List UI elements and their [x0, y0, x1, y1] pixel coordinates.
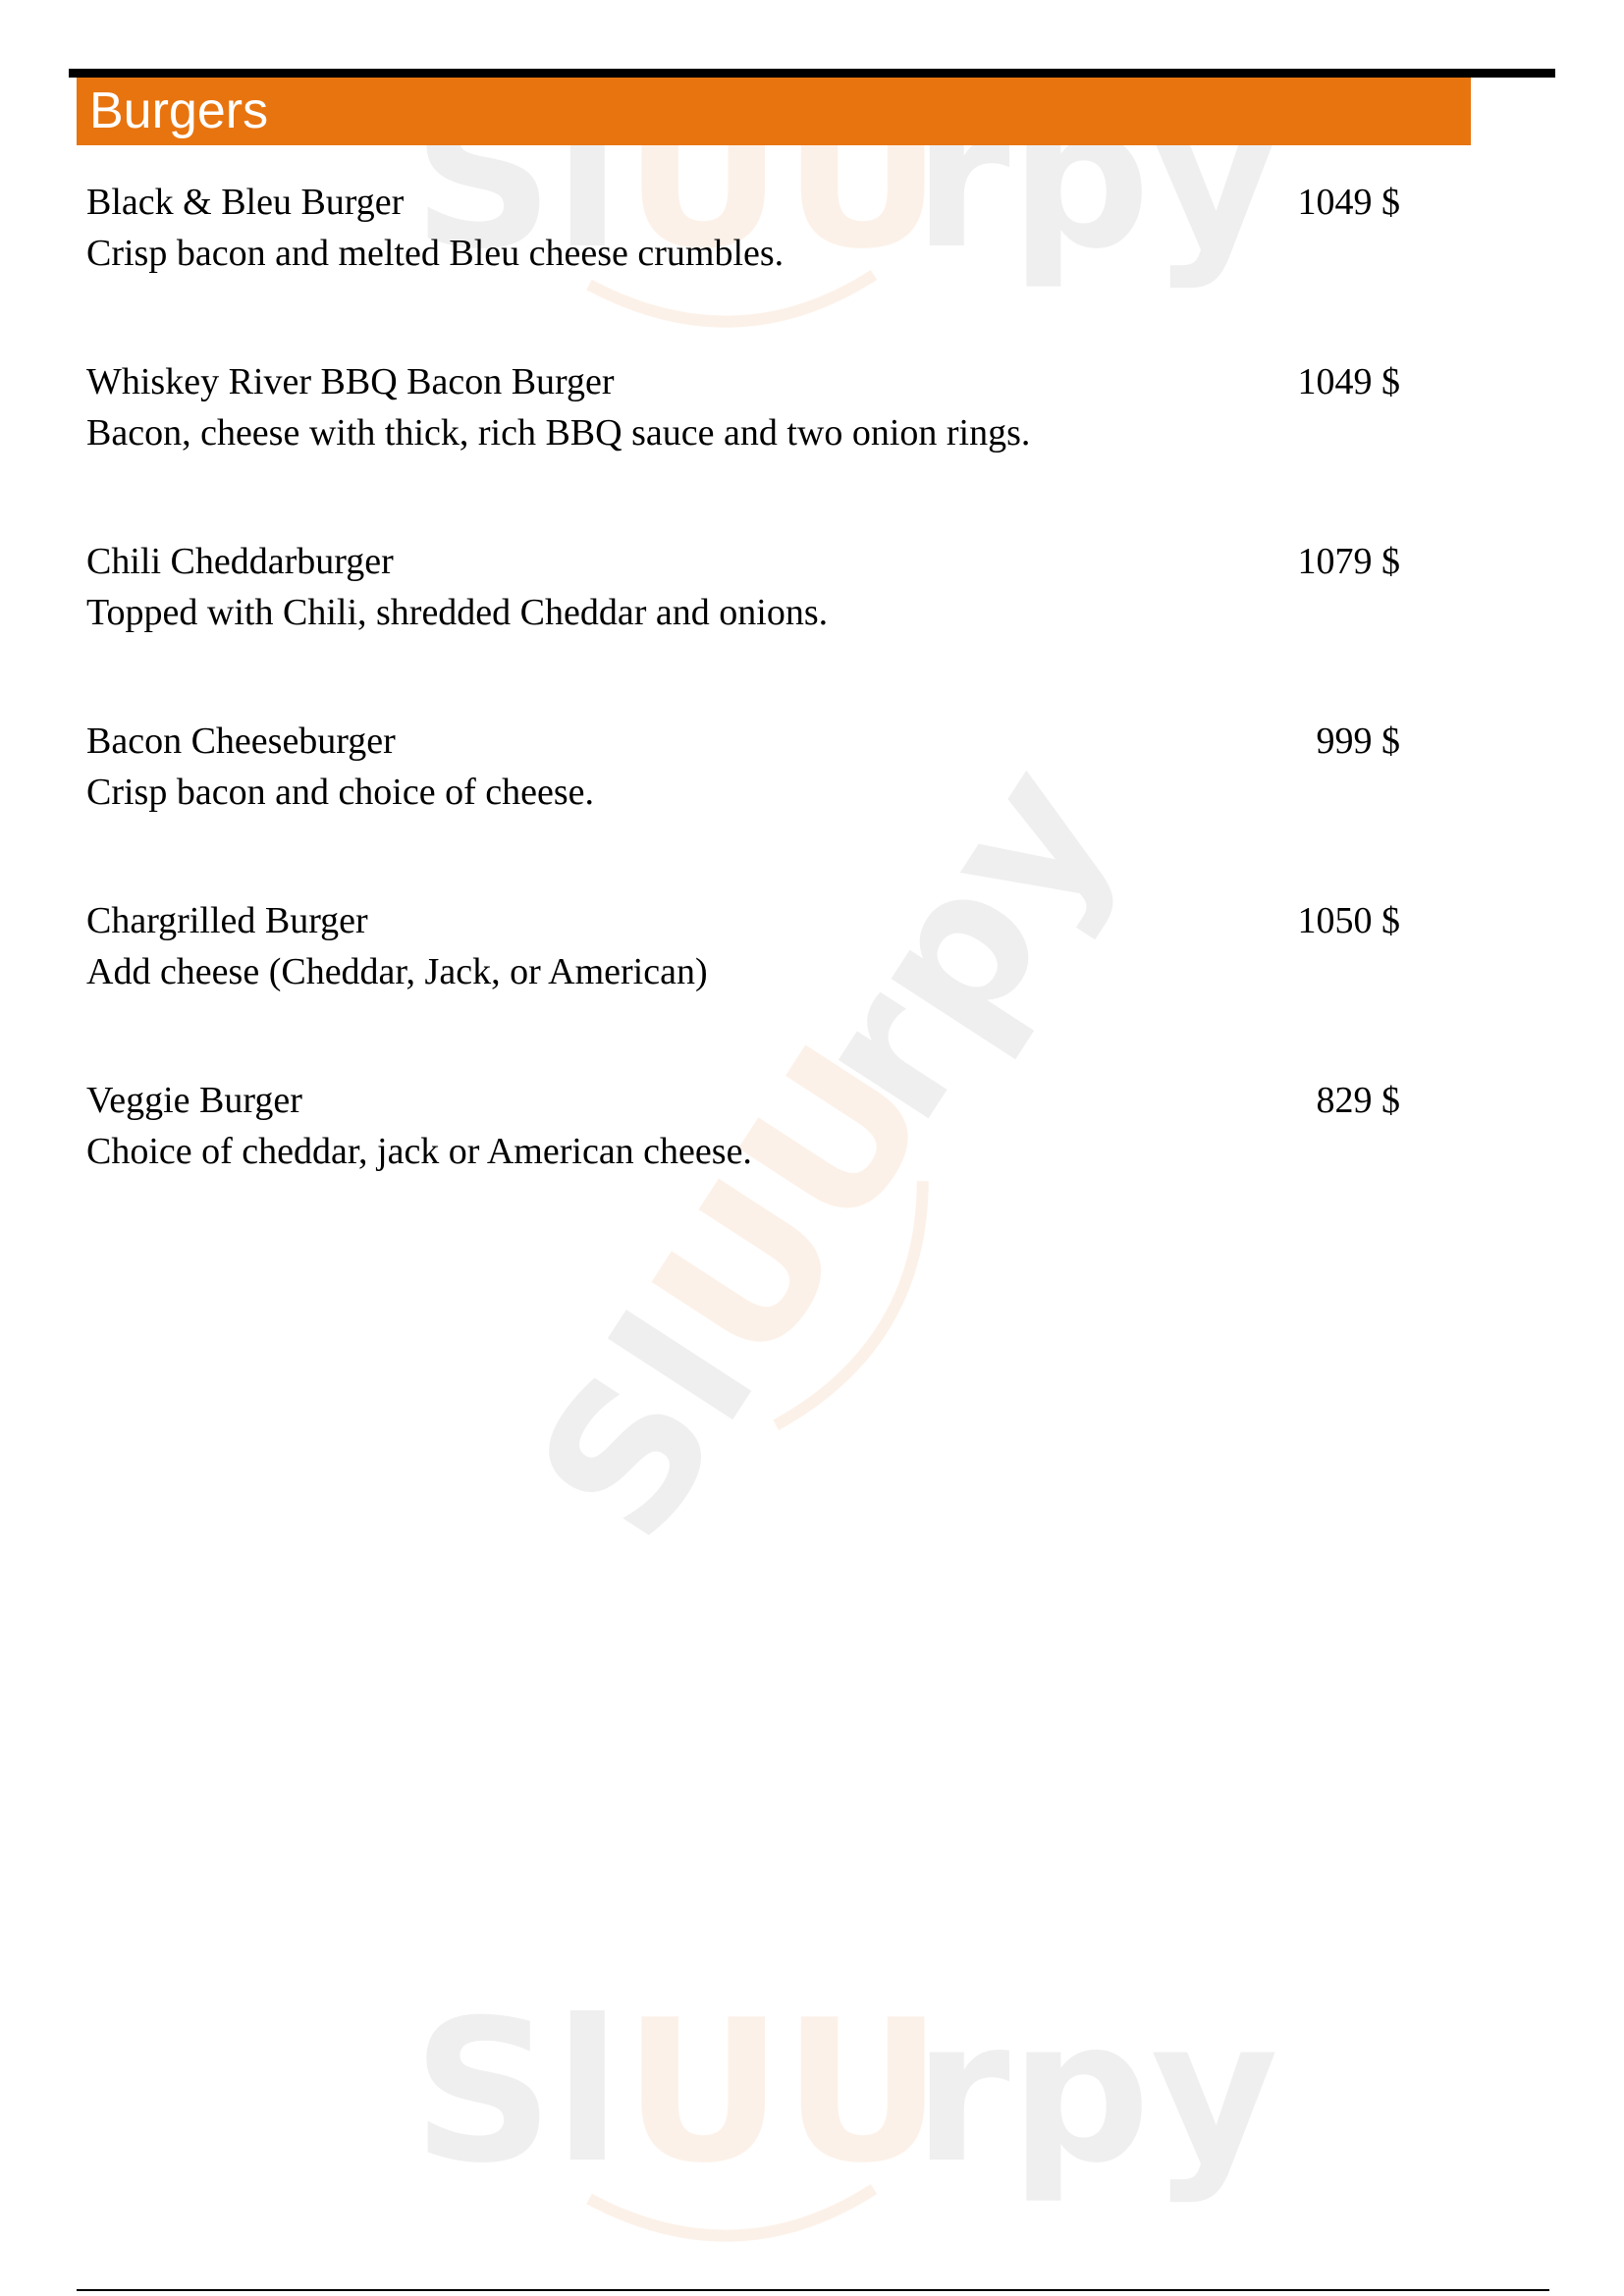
svg-text:UU: UU: [623, 1978, 943, 2207]
item-description: Choice of cheddar, jack or American cheese.: [86, 1131, 752, 1172]
sluurpy-watermark-bottom: [412, 1963, 1279, 2258]
svg-text:UU: UU: [623, 64, 943, 293]
item-price: 829 $: [1316, 1080, 1400, 1121]
menu-item: [86, 899, 1400, 1027]
svg-text:rpy: rpy: [767, 726, 1159, 1158]
item-description: Bacon, cheese with thick, rich BBQ sauce and two onion rings.: [86, 412, 1031, 454]
item-name: Chili Cheddarburger: [86, 541, 394, 582]
item-price: 1049 $: [1297, 182, 1400, 223]
menu-item: [86, 540, 1400, 667]
bottom-rule: [77, 2289, 1549, 2291]
svg-text:rpy: rpy: [913, 1978, 1279, 2207]
item-price: 1049 $: [1297, 361, 1400, 402]
menu-item: [86, 181, 1400, 308]
item-price: 999 $: [1316, 721, 1400, 762]
svg-text:Sl: Sl: [494, 1278, 800, 1578]
svg-text:UU: UU: [609, 1008, 975, 1401]
item-name: Whiskey River BBQ Bacon Burger: [86, 361, 615, 402]
svg-text:Sl: Sl: [412, 64, 622, 293]
menu-item: [86, 360, 1400, 488]
item-price: 1050 $: [1297, 900, 1400, 941]
item-description: Topped with Chili, shredded Cheddar and onions.: [86, 592, 829, 633]
menu-item: [86, 720, 1400, 847]
item-name: Chargrilled Burger: [86, 900, 368, 941]
item-name: Veggie Burger: [86, 1080, 302, 1121]
item-description: Add cheese (Cheddar, Jack, or American): [86, 951, 708, 992]
item-name: Bacon Cheeseburger: [86, 721, 396, 762]
menu-item: [86, 1079, 1400, 1206]
item-description: Crisp bacon and choice of cheese.: [86, 772, 595, 813]
svg-text:rpy: rpy: [913, 64, 1279, 293]
item-price: 1079 $: [1297, 541, 1400, 582]
section-title: Burgers: [89, 82, 269, 139]
item-description: Crisp bacon and melted Bleu cheese crumbles.: [86, 233, 785, 274]
item-name: Black & Bleu Burger: [86, 182, 405, 223]
svg-text:Sl: Sl: [412, 1978, 622, 2207]
